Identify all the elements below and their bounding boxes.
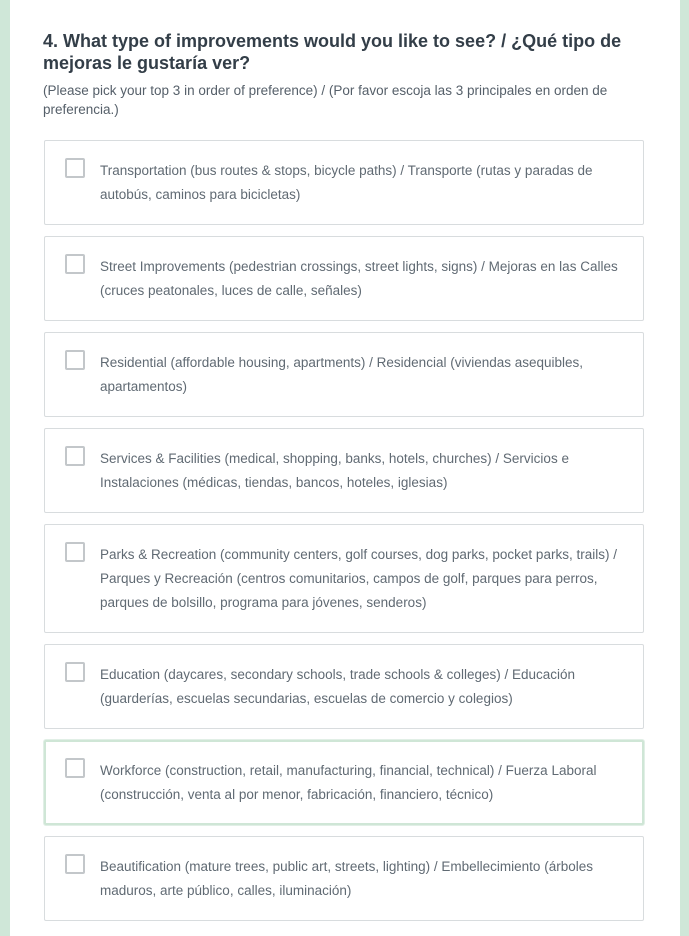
- question-title: 4. What type of improvements would you like to see? / ¿Qué tipo de mejoras le gustaría ver?: [43, 31, 622, 73]
- checkbox[interactable]: [65, 350, 85, 370]
- option-education[interactable]: [44, 644, 644, 729]
- option-label: Residential (affordable housing, apartments) / Residencial (viviendas asequibles, apartamentos): [100, 355, 584, 394]
- options-list: [44, 140, 644, 932]
- option-label: Education (daycares, secondary schools, trade schools & colleges) / Educación (guarderías, escuelas secundarias, escuelas de comercio y colegios): [100, 667, 576, 706]
- option-residential[interactable]: [44, 332, 644, 417]
- question-instructions: (Please pick your top 3 in order of preference) / (Por favor escoja las 3 principales en orden de preferencia.): [43, 83, 608, 117]
- checkbox[interactable]: [65, 662, 85, 682]
- option-label: Workforce (construction, retail, manufacturing, financial, technical) / Fuerza Laboral (construcción, venta al por menor, fabricación, financiero, técnico): [100, 763, 597, 802]
- checkbox[interactable]: [65, 542, 85, 562]
- checkbox[interactable]: [65, 254, 85, 274]
- checkbox[interactable]: [65, 158, 85, 178]
- checkbox[interactable]: [65, 446, 85, 466]
- option-beautification[interactable]: [44, 836, 644, 921]
- checkbox[interactable]: [65, 758, 85, 778]
- option-transportation[interactable]: [44, 140, 644, 225]
- option-label: Parks & Recreation (community centers, golf courses, dog parks, pocket parks, trails) / Parques y Recreación (centros comunitarios, campos de golf, parques para perros, parques de bolsillo, programa para jóvenes, senderos): [100, 547, 617, 610]
- option-label: Beautification (mature trees, public art, streets, lighting) / Embellecimiento (árboles maduros, arte público, calles, iluminación): [100, 859, 593, 898]
- option-services-facilities[interactable]: [44, 428, 644, 513]
- option-label: Services & Facilities (medical, shopping, banks, hotels, churches) / Servicios e Instalaciones (médicas, tiendas, bancos, hoteles, iglesias): [100, 451, 569, 490]
- survey-page: [10, 0, 680, 936]
- option-workforce[interactable]: [44, 740, 644, 825]
- option-label: Transportation (bus routes & stops, bicycle paths) / Transporte (rutas y paradas de autobús, caminos para bicicletas): [100, 163, 593, 202]
- option-street-improvements[interactable]: [44, 236, 644, 321]
- option-label: Street Improvements (pedestrian crossings, street lights, signs) / Mejoras en las Calles (cruces peatonales, luces de calle, señales): [100, 259, 618, 298]
- option-parks-recreation[interactable]: [44, 524, 644, 633]
- checkbox[interactable]: [65, 854, 85, 874]
